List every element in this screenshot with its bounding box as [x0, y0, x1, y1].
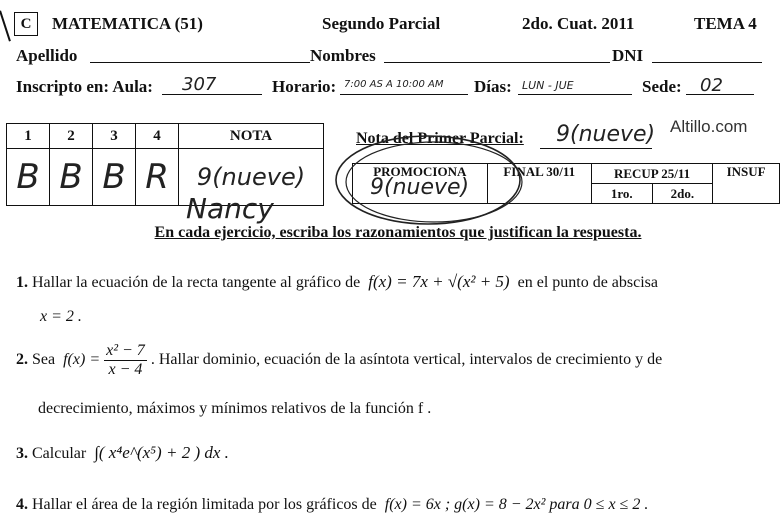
apellido-field[interactable] — [90, 62, 310, 63]
question-1-number: 1. — [16, 274, 28, 291]
dias-label: Días: — [474, 77, 512, 96]
question-2-text: Sea — [32, 351, 56, 369]
grade-cell-nota: 9(nueve) — [179, 149, 324, 206]
dni-label: DNI — [612, 46, 644, 65]
question-3-number: 3. — [16, 445, 28, 462]
question-1-formula: f(x) = 7x + √(x² + 5) — [368, 272, 510, 291]
aula-value: 307 — [182, 74, 217, 95]
grade-header-2: 2 — [50, 124, 93, 149]
horario-label: Horario: — [272, 77, 337, 96]
question-2-denominator: x − 4 — [108, 361, 143, 378]
apellido-label: Apellido — [16, 46, 78, 65]
question-2: 2. Sea f(x) = $\frac{\text{x² − 7}}{x - 4}$ . Hallar dominio, ecuación de la asíntota vertical, intervalos de crecimiento y de — [16, 342, 663, 378]
horario-field[interactable] — [340, 94, 468, 95]
course-title: MATEMATICA (51) — [52, 14, 203, 33]
dias-value: LUN - JUE — [522, 79, 574, 92]
grade-header-1: 1 — [7, 124, 50, 149]
question-4-number: 4. — [16, 496, 28, 513]
exam-name: Segundo Parcial — [322, 14, 441, 33]
promociona-label: PROMOCIONA — [373, 164, 467, 179]
nombres-field[interactable] — [384, 62, 610, 63]
question-4-formula: f(x) = 6x ; g(x) = 8 − 2x² para 0 ≤ x ≤ 2 . — [384, 496, 649, 513]
grade-header-3: 3 — [93, 124, 136, 149]
first-partial-value: 9(nueve) — [556, 122, 656, 147]
question-2-number: 2. — [16, 351, 28, 369]
term: 2do. Cuat. 2011 — [522, 14, 635, 33]
question-4 — [16, 496, 648, 514]
question-1 — [16, 272, 658, 292]
nombres-label: Nombres — [310, 46, 376, 65]
question-2-line2: decrecimiento, máximos y mínimos relativos de la función f . — [38, 400, 432, 417]
question-1-line2: x = 2 . — [40, 308, 82, 325]
sede-label: Sede: — [642, 77, 682, 96]
insuf-cell: INSUF — [713, 164, 780, 204]
grader-signature: Nancy — [186, 192, 274, 225]
corner-slash — [0, 10, 11, 41]
grade-header-nota: NOTA — [179, 124, 324, 149]
question-3-text: Calcular — [32, 445, 87, 462]
question-2-text-b: . Hallar dominio, ecuación de la asíntota vertical, intervalos de crecimiento y de — [150, 351, 663, 369]
dias-field[interactable] — [518, 94, 632, 95]
theme: TEMA 4 — [694, 14, 757, 33]
dni-field[interactable] — [652, 62, 762, 63]
question-2-numerator: x² − 7 — [106, 342, 145, 359]
promociona-circle — [330, 130, 530, 230]
grade-cell-1: B — [7, 149, 50, 206]
grades-table — [6, 123, 324, 206]
final-cell: FINAL 30/11 — [487, 164, 591, 204]
grade-cell-4: R — [136, 149, 179, 206]
question-3-formula: ∫( x⁴e^(x⁵) + 2 ) dx . — [94, 443, 229, 462]
question-3 — [16, 443, 229, 463]
grade-header-4: 4 — [136, 124, 179, 149]
recup-1ro: 1ro. — [591, 184, 652, 204]
grade-cell-2: B — [50, 149, 93, 206]
inscripto-label: Inscripto en: Aula: — [16, 77, 153, 96]
horario-value: 7:00 AS A 10:00 AM — [344, 79, 444, 90]
recup-cell: RECUP 25/11 — [591, 164, 712, 184]
promociona-value: 9(nueve) — [370, 175, 470, 200]
watermark-text: Altillo.com — [670, 117, 748, 136]
first-partial-label: Nota del Primer Parcial: — [356, 130, 524, 147]
first-partial-field — [540, 148, 652, 149]
instruction: En cada ejercicio, escriba los razonamientos que justifican la respuesta. — [154, 224, 642, 241]
sede-value: 02 — [700, 75, 723, 96]
box-letter: C — [14, 12, 38, 36]
question-4-text: Hallar el área de la región limitada por los gráficos de — [32, 496, 377, 513]
grade-cell-3: B — [93, 149, 136, 206]
recup-2do: 2do. — [652, 184, 713, 204]
question-1-text-b: en el punto de abscisa — [517, 274, 659, 291]
question-2-fraction — [104, 342, 147, 379]
question-1-text: Hallar la ecuación de la recta tangente al gráfico de — [32, 274, 361, 291]
